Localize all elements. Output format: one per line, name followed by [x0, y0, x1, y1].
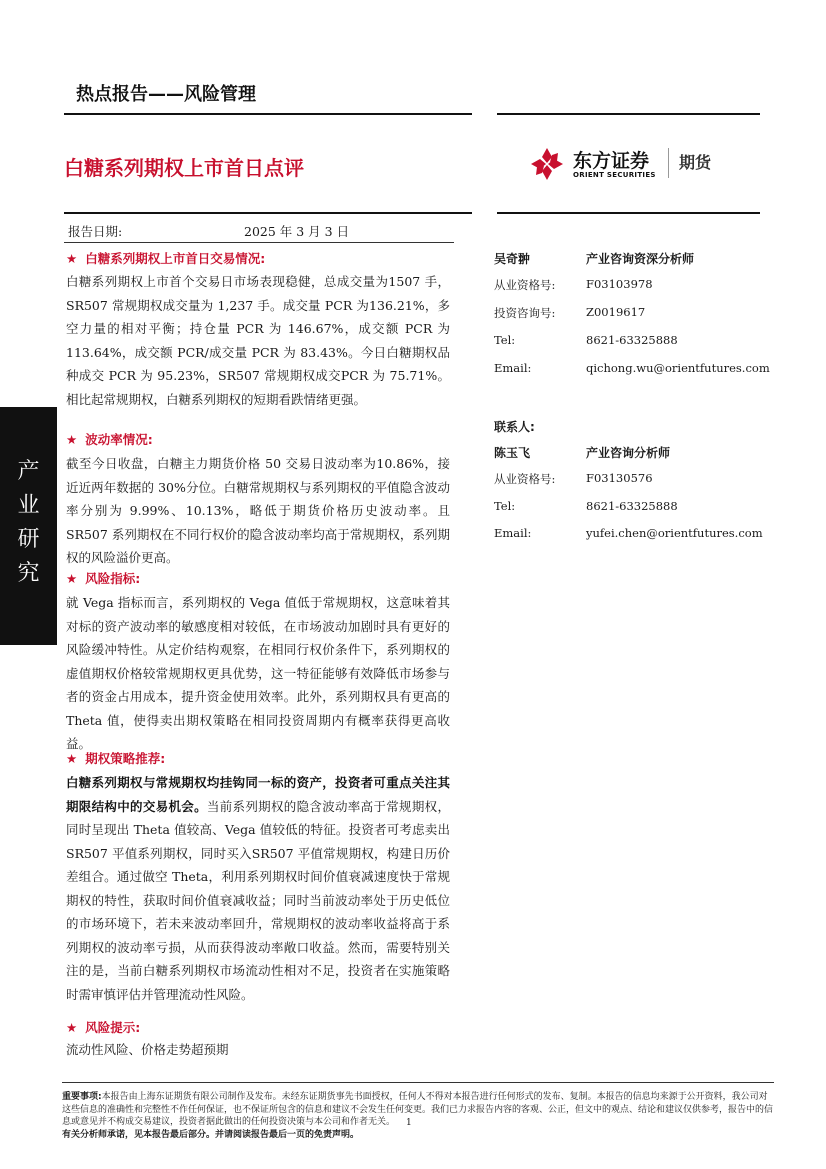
analyst-row: Tel: 8621-63325888: [494, 333, 678, 347]
star-icon: ★: [66, 571, 78, 586]
analyst-name: 吴奇翀: [494, 252, 531, 266]
analyst-title: 产业咨询资深分析师: [586, 252, 695, 266]
report-date-value: 2025 年 3 月 3 日: [244, 224, 350, 239]
orient-flower-icon: [527, 144, 573, 184]
side-label-char: 产: [17, 459, 40, 484]
contact-name-row: [494, 444, 764, 462]
logo-en: ORIENT SECURITIES: [573, 171, 656, 179]
side-label-char: 究: [17, 561, 40, 586]
contact-title: 产业咨询分析师: [586, 446, 671, 460]
contact-label: 联系人:: [494, 420, 535, 434]
contact-row: Tel: 8621-63325888: [494, 499, 678, 513]
analyst-email-link: qichong.wu@orientfutures.com: [586, 361, 770, 375]
company-logo: [527, 144, 757, 184]
analyst-block: [494, 250, 770, 390]
report-date-label: 报告日期:: [68, 224, 123, 239]
star-icon: ★: [66, 432, 78, 447]
disclaimer-text: 本报告由上海东证期货有限公司制作及发布。未经东证期货事先书面授权，任何人不得对本报告进行任何形式的发布、复制。本报告的信息均来源于公开资料，我公司对这些信息的准确性和完整性不作任何保证，也不保证所包含的信息和建议不会发生任何变更。我们已力求报告内容的客观、公正，但文中的观点、结论和建议仅供参考，报告中的信息或意见并不构成交易建议，投资者据此做出的任何投资决策与本公司和作者无关。: [62, 1092, 774, 1127]
section-body: 就 Vega 指标而言，系列期权的 Vega 值低于常规期权，这意味着其对标的资产波动率的敏感度相对较低，在市场波动加剧时具有更好的风险缓冲特性。从定价结构观察，在相同行权价条件下，系列期权的虚值期权价格较常规期权更具优势，这一特征能够有效降低市场参与者的资金占用成本，提升资金使用效率。此外，系列期权具有更高的 Theta 值，使得卖出期权策略在相同投资周期内有概率获得更高收益。: [66, 595, 450, 751]
disclaimer-label: 重要事项:: [62, 1092, 102, 1102]
divider: [62, 1082, 774, 1083]
section-heading: ★ 期权策略推荐:: [66, 751, 166, 766]
page-title: 白糖系列期权上市首日点评: [64, 156, 304, 180]
side-label: [0, 455, 57, 591]
divider: [497, 113, 760, 115]
divider: [497, 212, 760, 214]
report-type: 热点报告——风险管理: [76, 84, 256, 105]
section-heading: ★ 风险指标:: [66, 571, 141, 586]
logo-suffix: 期货: [679, 153, 712, 172]
analyst-row: 投资咨询号: Z0019617: [494, 305, 646, 320]
section-heading: ★ 波动率情况:: [66, 432, 153, 447]
strategy-lead: 白糖系列期权与常规期权均挂钩同一标的资产，投资者可重点关注其期限结构中的交易机会。: [66, 775, 450, 814]
logo-divider: [668, 148, 669, 178]
section-body: 白糖系列期权与常规期权均挂钩同一标的资产，投资者可重点关注其期限结构中的交易机会。当前系列期权的隐含波动率高于常规期权，同时呈现出 Theta 值较高、Vega 值较低的特征。投资者可考虑卖出 SR507 平值系列期权，同时买入SR507 平值常规期权，构建日历价差组合。通过做空 Theta，利用系列期权时间价值衰减速度快于常规期权的特性，获取时间价值衰减收益；同时当前波动率处于历史低位的市场环境下，若未来波动率回升，常规期权的波动率收益将高于系列期权的波动率亏损，从而获得波动率敞口收益。然而，需要特别关注的是，当前白糖系列期权市场流动性相对不足，投资者在实施策略时需审慎评估并管理流动性风险。: [66, 775, 450, 1002]
contact-row[interactable]: Email: yufei.chen@orientfutures.com: [494, 526, 763, 540]
divider: [64, 242, 454, 243]
contact-row: 从业资格号: F03130576: [494, 471, 653, 486]
section-heading: ★ 白糖系列期权上市首日交易情况:: [66, 251, 266, 266]
contact-block: [494, 418, 764, 548]
analyst-row: 从业资格号: F03103978: [494, 277, 653, 292]
side-label-char: 研: [17, 527, 40, 552]
analyst-row[interactable]: Email: qichong.wu@orientfutures.com: [494, 361, 770, 375]
logo-cn: 东方证券: [573, 150, 650, 172]
section-body: 白糖系列期权上市首个交易日市场表现稳健，总成交量为1507 手，SR507 常规期权成交量为 1,237 手。成交量 PCR 为136.21%，多空力量的相对平衡；持仓量 PCR 为 146.67%，成交额 PCR 为 113.64%，成交额 PCR/成交量 PCR 为 83.43%。今日白糖期权品种成交 PCR 为 95.23%，SR507 常规期权成交PCR 为 75.71%。相比起常规期权，白糖系列期权的短期看跌情绪更强。: [66, 274, 450, 407]
section-heading: ★ 风险提示:: [66, 1020, 141, 1035]
star-icon: ★: [66, 1020, 78, 1035]
disclaimer: [62, 1091, 774, 1141]
contact-name: 陈玉飞: [494, 446, 531, 460]
star-icon: ★: [66, 251, 78, 266]
divider: [64, 113, 472, 115]
section-body: 截至今日收盘，白糖主力期货价格 50 交易日波动率为10.86%，接近近两年数据的 30%分位。白糖常规期权与系列期权的平值隐含波动率分别为 9.99%、10.13%，略低于期货价格历史波动率。且 SR507 系列期权在不同行权价的隐含波动率均高于常规期权，系列期权的风险溢价更高。: [66, 456, 450, 565]
section-body: 流动性风险、价格走势超预期: [66, 1042, 229, 1057]
divider: [64, 212, 472, 214]
analyst-name-row: [494, 250, 764, 268]
page-number: 1: [406, 1118, 412, 1128]
side-label-char: 业: [17, 493, 40, 518]
disclaimer-note: 有关分析师承诺，见本报告最后部分。并请阅读报告最后一页的免责声明。: [62, 1129, 360, 1140]
contact-email-link: yufei.chen@orientfutures.com: [586, 526, 763, 540]
star-icon: ★: [66, 751, 78, 766]
